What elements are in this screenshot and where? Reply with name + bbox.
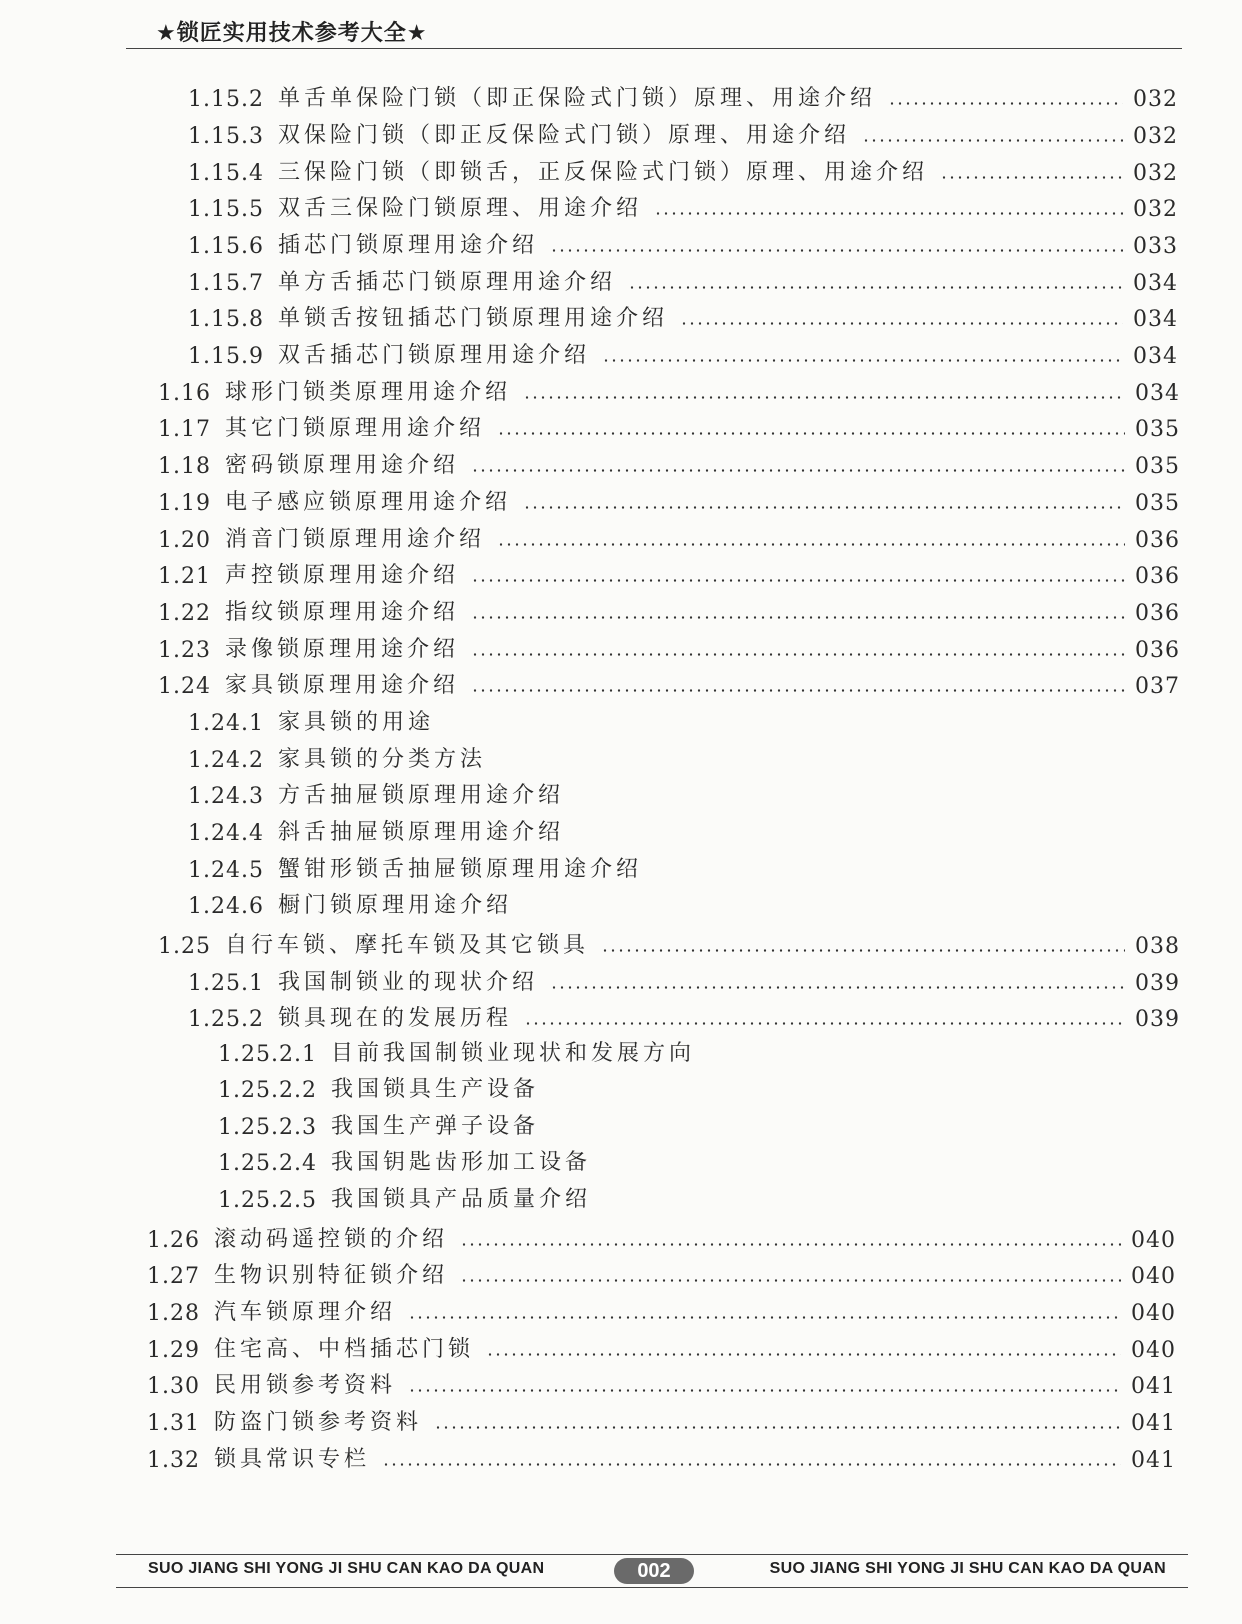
toc-page-number: 040 — [1131, 1338, 1176, 1363]
toc-section-number: 1.15.3 — [188, 124, 264, 149]
toc-section-title: 蟹钳形锁舌抽屉锁原理用途介绍 — [277, 857, 642, 882]
toc-section-title: 三保险门锁（即锁舌，正反保险式门锁）原理、用途介绍 — [277, 160, 928, 185]
toc-section-title: 民用锁参考资料 — [213, 1373, 396, 1398]
toc-section-number: 1.19 — [158, 491, 211, 516]
toc-section-number: 1.25.2.5 — [218, 1188, 317, 1213]
toc-page-number: 034 — [1133, 344, 1178, 369]
toc-entry — [147, 1365, 1176, 1399]
page-number-badge: 002 — [614, 1558, 694, 1584]
toc-section-number: 1.24 — [158, 674, 211, 699]
dot-leader — [460, 1279, 1121, 1282]
dot-leader — [550, 249, 1123, 252]
toc-entry — [147, 1329, 1176, 1363]
toc-section-number: 1.25.2 — [188, 1007, 264, 1032]
toc-entry — [188, 152, 1178, 186]
footer-right-text: SUO JIANG SHI YONG JI SHU CAN KAO DA QUAN — [769, 1560, 1166, 1577]
toc-section-number: 1.25.2.3 — [218, 1115, 317, 1140]
toc-section-number: 1.25.2.2 — [218, 1078, 317, 1103]
toc-entry — [147, 1219, 1176, 1253]
toc-entry — [158, 665, 1180, 699]
toc-section-title: 斜舌抽屉锁原理用途介绍 — [277, 820, 564, 845]
toc-page-number: 041 — [1131, 1411, 1176, 1436]
toc-entry — [158, 592, 1180, 626]
toc-entry — [188, 78, 1178, 112]
toc-page-number: 034 — [1135, 381, 1180, 406]
toc-entry — [158, 482, 1180, 516]
dot-leader — [550, 986, 1125, 989]
toc-section-number: 1.18 — [158, 454, 211, 479]
toc-section-number: 1.29 — [147, 1338, 200, 1363]
toc-section-title: 球形门锁类原理用途介绍 — [224, 380, 511, 405]
toc-page-number: 035 — [1135, 417, 1180, 442]
toc-page-number: 036 — [1135, 601, 1180, 626]
toc-section-title: 其它门锁原理用途介绍 — [224, 416, 485, 441]
toc-page-number: 032 — [1133, 124, 1178, 149]
toc-page-number: 035 — [1135, 454, 1180, 479]
dot-leader — [654, 212, 1123, 215]
toc-entry — [188, 812, 1180, 846]
toc-section-number: 1.22 — [158, 601, 211, 626]
toc-section-title: 防盗门锁参考资料 — [213, 1410, 422, 1435]
toc-entry — [147, 1402, 1176, 1436]
toc-section-number: 1.15.6 — [188, 234, 264, 259]
toc-page-number: 039 — [1135, 971, 1180, 996]
toc-section-title: 方舌抽屉锁原理用途介绍 — [277, 783, 564, 808]
toc-entry — [188, 702, 1180, 736]
dot-leader — [888, 102, 1123, 105]
dot-leader — [601, 949, 1125, 952]
toc-section-title: 我国钥匙齿形加工设备 — [330, 1150, 591, 1175]
toc-page-number: 036 — [1135, 564, 1180, 589]
dot-leader — [471, 579, 1125, 582]
toc-entry — [188, 335, 1178, 369]
toc-section-number: 1.15.7 — [188, 271, 264, 296]
toc-section-number: 1.15.2 — [188, 87, 264, 112]
toc-entry — [188, 998, 1180, 1032]
dot-leader — [471, 469, 1125, 472]
toc-section-title: 我国锁具生产设备 — [330, 1077, 539, 1102]
toc-section-title: 家具锁的分类方法 — [277, 747, 486, 772]
dot-leader — [471, 653, 1125, 656]
toc-entry — [147, 1439, 1176, 1473]
toc-section-title: 指纹锁原理用途介绍 — [224, 600, 459, 625]
toc-section-title: 住宅高、中档插芯门锁 — [213, 1337, 474, 1362]
toc-section-number: 1.17 — [158, 417, 211, 442]
toc-page-number: 036 — [1135, 638, 1180, 663]
toc-page-number: 033 — [1133, 234, 1178, 259]
toc-page-number: 039 — [1135, 1007, 1180, 1032]
toc-entry — [218, 1033, 1180, 1067]
toc-entry — [158, 445, 1180, 479]
toc-section-number: 1.28 — [147, 1301, 200, 1326]
toc-page-number: 032 — [1133, 161, 1178, 186]
toc-section-title: 目前我国制锁业现状和发展方向 — [330, 1041, 695, 1066]
dot-leader — [471, 616, 1125, 619]
toc-section-title: 录像锁原理用途介绍 — [224, 637, 459, 662]
toc-section-title: 单锁舌按钮插芯门锁原理用途介绍 — [277, 306, 668, 331]
toc-section-number: 1.25 — [158, 934, 211, 959]
toc-entry — [218, 1179, 1180, 1213]
dot-leader — [497, 432, 1125, 435]
toc-section-title: 我国锁具产品质量介绍 — [330, 1187, 591, 1212]
toc-section-number: 1.24.5 — [188, 858, 264, 883]
toc-entry — [188, 962, 1180, 996]
toc-entry — [218, 1069, 1180, 1103]
toc-section-number: 1.15.4 — [188, 161, 264, 186]
toc-section-title: 单方舌插芯门锁原理用途介绍 — [277, 270, 616, 295]
toc-page-number: 032 — [1133, 87, 1178, 112]
toc-page-number: 035 — [1135, 491, 1180, 516]
toc-section-title: 插芯门锁原理用途介绍 — [277, 233, 538, 258]
toc-section-number: 1.30 — [147, 1374, 200, 1399]
toc-section-number: 1.26 — [147, 1228, 200, 1253]
toc-section-title: 我国制锁业的现状介绍 — [277, 970, 538, 995]
toc-entry — [147, 1292, 1176, 1326]
dot-leader — [460, 1243, 1121, 1246]
toc-entry — [188, 775, 1180, 809]
toc-page-number: 041 — [1131, 1448, 1176, 1473]
footer-left-text: SUO JIANG SHI YONG JI SHU CAN KAO DA QUAN — [148, 1560, 545, 1577]
toc-section-title: 消音门锁原理用途介绍 — [224, 527, 485, 552]
toc-section-number: 1.15.8 — [188, 307, 264, 332]
dot-leader — [680, 322, 1123, 325]
toc-section-number: 1.23 — [158, 638, 211, 663]
toc-entry — [188, 225, 1178, 259]
toc-section-number: 1.24.1 — [188, 711, 264, 736]
page-footer — [116, 1554, 1188, 1588]
toc-entry — [218, 1106, 1180, 1140]
dot-leader — [940, 176, 1123, 179]
toc-entry — [158, 408, 1180, 442]
toc-entry — [188, 188, 1178, 222]
toc-section-number: 1.21 — [158, 564, 211, 589]
dot-leader — [524, 1022, 1125, 1025]
toc-section-number: 1.15.5 — [188, 197, 264, 222]
dot-leader — [602, 359, 1123, 362]
toc-entry — [188, 885, 1180, 919]
toc-entry — [188, 115, 1178, 149]
dot-leader — [486, 1353, 1121, 1356]
toc-section-title: 锁具现在的发展历程 — [277, 1006, 512, 1031]
dot-leader — [408, 1389, 1121, 1392]
toc-entry — [158, 925, 1180, 959]
toc-section-title: 声控锁原理用途介绍 — [224, 563, 459, 588]
toc-page-number: 040 — [1131, 1228, 1176, 1253]
dot-leader — [862, 139, 1123, 142]
toc-page-number: 037 — [1135, 674, 1180, 699]
toc-section-title: 单舌单保险门锁（即正保险式门锁）原理、用途介绍 — [277, 86, 876, 111]
toc-section-number: 1.16 — [158, 381, 211, 406]
toc-section-title: 双舌插芯门锁原理用途介绍 — [277, 343, 590, 368]
toc-entry — [188, 739, 1180, 773]
toc-entry — [188, 298, 1178, 332]
toc-section-number: 1.31 — [147, 1411, 200, 1436]
toc-section-title: 密码锁原理用途介绍 — [224, 453, 459, 478]
toc-section-title: 家具锁原理用途介绍 — [224, 673, 459, 698]
toc-section-number: 1.25.2.1 — [218, 1042, 317, 1067]
book-title: ★锁匠实用技术参考大全★ — [156, 21, 428, 46]
toc-section-title: 电子感应锁原理用途介绍 — [224, 490, 511, 515]
toc-section-number: 1.27 — [147, 1264, 200, 1289]
toc-section-number: 1.24.2 — [188, 748, 264, 773]
toc-page-number: 034 — [1133, 271, 1178, 296]
dot-leader — [434, 1426, 1121, 1429]
toc-section-title: 橱门锁原理用途介绍 — [277, 893, 512, 918]
dot-leader — [523, 506, 1125, 509]
dot-leader — [497, 543, 1125, 546]
toc-entry — [188, 849, 1180, 883]
toc-page-number: 032 — [1133, 197, 1178, 222]
toc-page-number: 040 — [1131, 1264, 1176, 1289]
dot-leader — [382, 1463, 1121, 1466]
toc-page-number: 041 — [1131, 1374, 1176, 1399]
page-header — [126, 14, 1182, 49]
dot-leader — [628, 286, 1123, 289]
toc-section-title: 锁具常识专栏 — [213, 1447, 370, 1472]
toc-section-number: 1.32 — [147, 1448, 200, 1473]
toc-section-title: 家具锁的用途 — [277, 710, 434, 735]
toc-section-number: 1.25.1 — [188, 971, 264, 996]
toc-section-number: 1.15.9 — [188, 344, 264, 369]
toc-entry — [188, 262, 1178, 296]
toc-section-number: 1.24.4 — [188, 821, 264, 846]
toc-entry — [158, 555, 1180, 589]
toc-section-number: 1.20 — [158, 528, 211, 553]
toc-section-title: 自行车锁、摩托车锁及其它锁具 — [224, 933, 589, 958]
toc-entry — [218, 1142, 1180, 1176]
toc-section-title: 生物识别特征锁介绍 — [213, 1263, 448, 1288]
toc-page-number: 034 — [1133, 307, 1178, 332]
dot-leader — [523, 396, 1125, 399]
toc-section-title: 汽车锁原理介绍 — [213, 1300, 396, 1325]
toc-entry — [158, 372, 1180, 406]
toc-entry — [147, 1255, 1176, 1289]
toc-section-title: 滚动码遥控锁的介绍 — [213, 1227, 448, 1252]
toc-section-title: 双保险门锁（即正反保险式门锁）原理、用途介绍 — [277, 123, 850, 148]
toc-section-number: 1.24.3 — [188, 784, 264, 809]
toc-section-number: 1.24.6 — [188, 894, 264, 919]
toc-page-number: 036 — [1135, 528, 1180, 553]
toc-entry — [158, 629, 1180, 663]
toc-section-title: 我国生产弹子设备 — [330, 1114, 539, 1139]
toc-entry — [158, 519, 1180, 553]
dot-leader — [408, 1316, 1121, 1319]
toc-page-number: 038 — [1135, 934, 1180, 959]
dot-leader — [471, 689, 1125, 692]
toc-section-title: 双舌三保险门锁原理、用途介绍 — [277, 196, 642, 221]
toc-section-number: 1.25.2.4 — [218, 1151, 317, 1176]
toc-page-number: 040 — [1131, 1301, 1176, 1326]
